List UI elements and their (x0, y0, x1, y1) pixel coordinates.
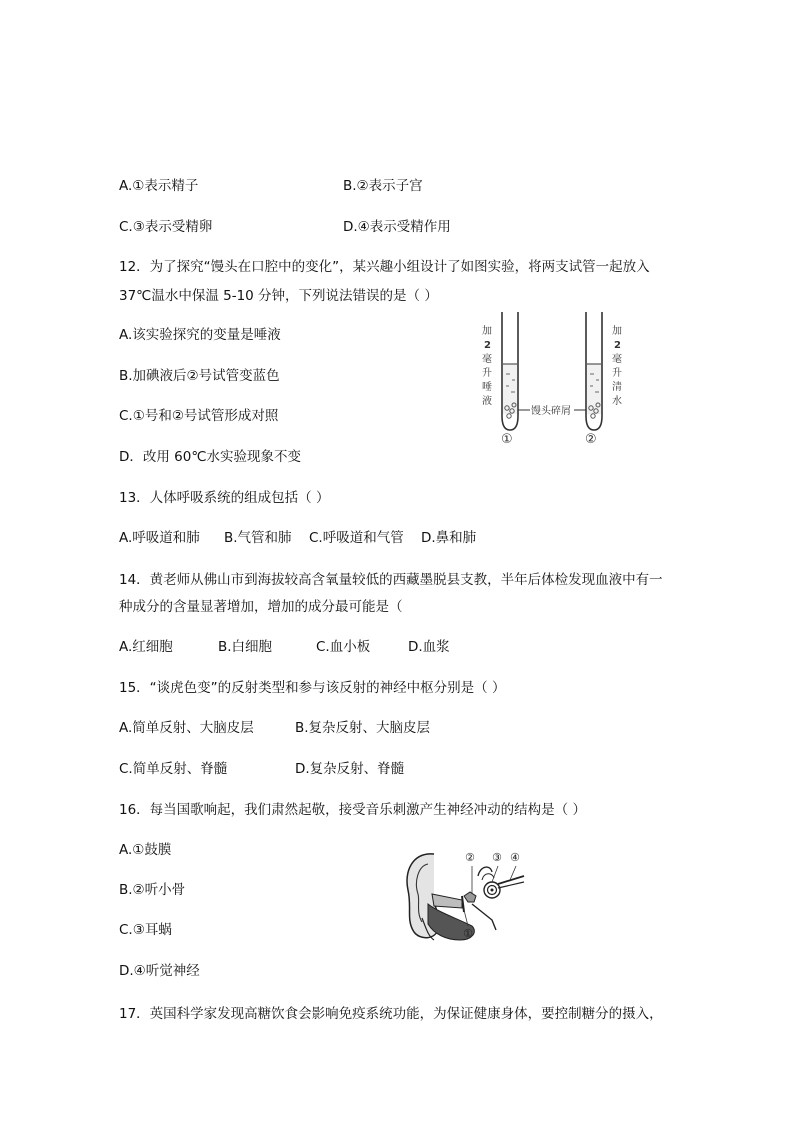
test-tube-1-label (482, 324, 492, 407)
tube-2-number: ② (585, 432, 597, 447)
q11-option-d: D.④表示受精作用 (343, 219, 451, 235)
q13-option-b: B.气管和肺 (224, 530, 292, 546)
crumb-label: 馒头碎屑 (531, 406, 571, 417)
ear-label-4: ④ (510, 851, 520, 864)
test-tube-2-label (612, 324, 622, 407)
q14-stem-line-1: 14．黄老师从佛山市到海拔较高含氧量较低的西藏墨脱县支教，半年后体检发现血液中有一 (119, 572, 663, 588)
svg-text:2: 2 (614, 340, 621, 351)
eardrum (462, 896, 464, 912)
svg-text:液: 液 (482, 396, 492, 407)
ear-label-1: ① (463, 927, 473, 940)
q16-stem: 16．每当国歌响起，我们肃然起敬，接受音乐刺激产生神经冲动的结构是（ ） (119, 802, 586, 818)
svg-text:加: 加 (612, 326, 622, 337)
svg-text:升: 升 (482, 368, 492, 379)
q12-option-b: B.加碘液后②号试管变蓝色 (119, 368, 280, 384)
q12-stem-line-2: 37℃温水中保温 5-10 分钟，下列说法错误的是（ ） (119, 288, 438, 304)
svg-text:2: 2 (484, 340, 491, 351)
ossicles (464, 892, 476, 902)
svg-text:加: 加 (482, 326, 492, 337)
svg-text:毫: 毫 (482, 354, 492, 365)
q12-option-d: D．改用 60℃水实验现象不变 (119, 449, 302, 465)
cochlea (484, 882, 500, 898)
test-tube-figure (474, 308, 634, 448)
svg-text:水: 水 (612, 396, 622, 407)
q14-option-a: A.红细胞 (119, 639, 173, 655)
ear-label-2: ② (465, 851, 475, 864)
q16-option-a: A.①鼓膜 (119, 842, 172, 858)
q11-option-b: B.②表示子宫 (343, 178, 423, 194)
q14-stem-line-2: 种成分的含量显著增加，增加的成分最可能是（ (119, 599, 403, 615)
svg-text:毫: 毫 (612, 354, 622, 365)
svg-text:清: 清 (612, 382, 622, 393)
q15-option-d: D.复杂反射、脊髓 (295, 761, 405, 777)
q16-option-c: C.③耳蜗 (119, 922, 172, 938)
tube-1-number: ① (501, 432, 513, 447)
svg-text:唾: 唾 (482, 382, 492, 393)
q16-option-b: B.②听小骨 (119, 882, 186, 898)
test-tube-2 (586, 312, 602, 430)
q11-option-a: A.①表示精子 (119, 178, 199, 194)
q13-stem: 13．人体呼吸系统的组成包括（ ） (119, 490, 330, 506)
q16-option-d: D.④听觉神经 (119, 963, 200, 979)
q12-option-c: C.①号和②号试管形成对照 (119, 408, 279, 424)
ear-label-3: ③ (492, 851, 502, 864)
ear-structure-figure (398, 846, 528, 942)
q14-option-d: D.血浆 (408, 639, 450, 655)
q13-option-d: D.鼻和肺 (421, 530, 477, 546)
q15-option-a: A.简单反射、大脑皮层 (119, 720, 254, 736)
q14-option-c: C.血小板 (316, 639, 371, 655)
q12-stem-line-1: 12．为了探究“馒头在口腔中的变化”，某兴趣小组设计了如图实验，将两支试管一起放入 (119, 259, 650, 275)
test-tube-1 (502, 312, 518, 430)
svg-text:升: 升 (612, 368, 622, 379)
q15-option-c: C.简单反射、脊髓 (119, 761, 228, 777)
q13-option-a: A.呼吸道和肺 (119, 530, 200, 546)
q12-option-a: A.该实验探究的变量是唾液 (119, 327, 281, 343)
q11-option-c: C.③表示受精卵 (119, 219, 213, 235)
q17-stem-line-1: 17．英国科学家发现高糖饮食会影响免疫系统功能，为保证健康身体，要控制糖分的摄入， (119, 1006, 663, 1022)
q13-option-c: C.呼吸道和气管 (309, 530, 404, 546)
q15-stem: 15．“谈虎色变”的反射类型和参与该反射的神经中枢分别是（ ） (119, 680, 506, 696)
q14-option-b: B.白细胞 (218, 639, 273, 655)
q15-option-b: B.复杂反射、大脑皮层 (295, 720, 431, 736)
